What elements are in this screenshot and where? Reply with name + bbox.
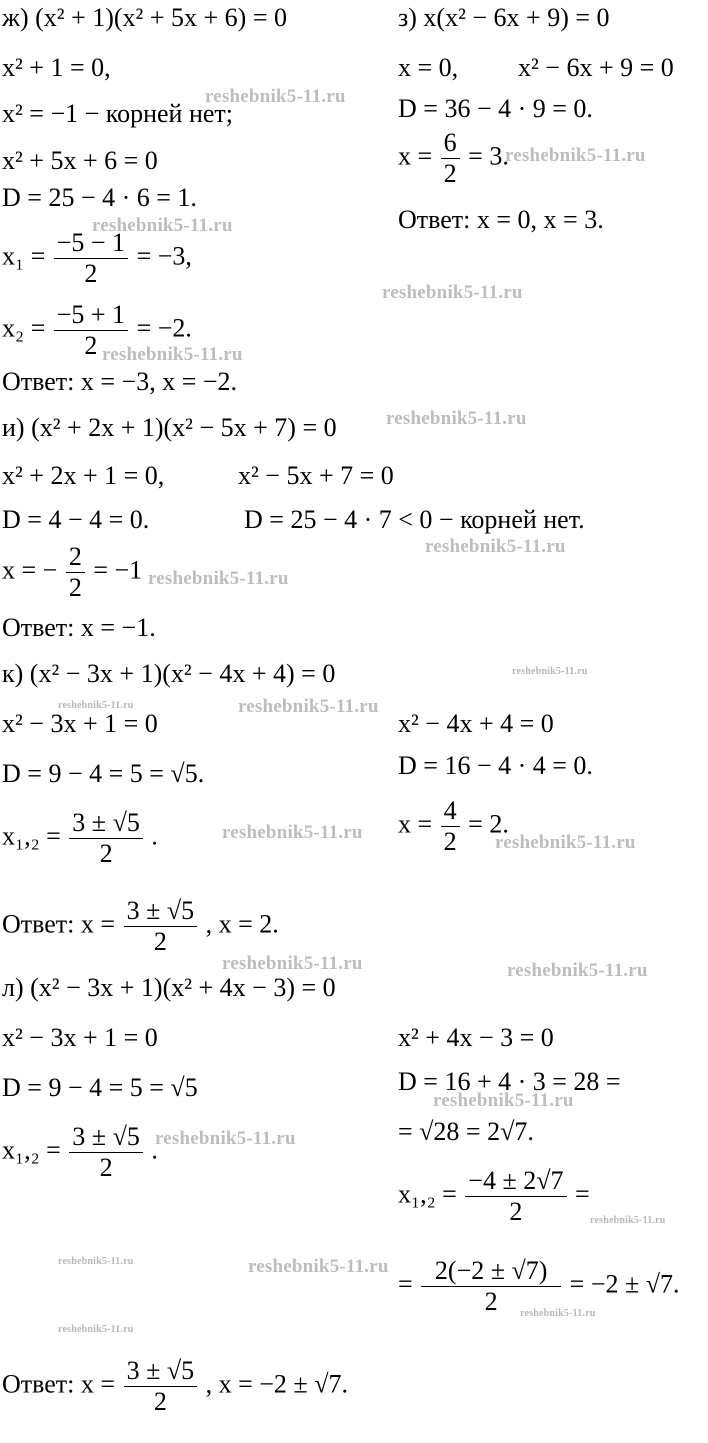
zh-x2-den: 2 — [54, 330, 128, 361]
zh-line-2: x² = −1 − корней нет; — [2, 99, 234, 128]
watermark: reshebnik5-11.ru — [205, 86, 346, 107]
k-answer-pre: Ответ: x = — [2, 909, 116, 939]
k-x12-lhs: x₁,₂ = — [2, 821, 61, 851]
watermark: reshebnik5-11.ru — [507, 960, 648, 981]
watermark: reshebnik5-11.ru — [58, 1324, 134, 1335]
i-x-lhs: x = − — [2, 555, 58, 585]
l-xr2-rhs: = −2 ± √7. — [569, 1269, 680, 1299]
z-x-den: 2 — [441, 158, 460, 189]
k-answer-fraction — [124, 896, 198, 957]
k-xb-rhs: = 2. — [468, 809, 509, 839]
zh-x1-den: 2 — [54, 258, 128, 289]
k-xb-den: 2 — [441, 826, 460, 857]
k-x12-num: 3 ± √5 — [72, 808, 140, 837]
i-line-1a: x² + 2x + 1 = 0, — [2, 461, 165, 490]
watermark: reshebnik5-11.ru — [148, 568, 289, 589]
watermark: reshebnik5-11.ru — [248, 1256, 389, 1277]
watermark: reshebnik5-11.ru — [58, 1256, 134, 1267]
watermark: reshebnik5-11.ru — [222, 953, 363, 974]
problem-l-equation: л) (x² − 3x + 1)(x² + 4x − 3) = 0 — [2, 973, 336, 1002]
k-answer — [2, 896, 279, 957]
l-x12-num: 3 ± √5 — [72, 1122, 140, 1151]
k-x12-fraction — [69, 808, 143, 869]
watermark: reshebnik5-11.ru — [155, 1128, 296, 1149]
i-x-rhs: = −1 — [93, 555, 143, 585]
l-answer-fraction — [124, 1356, 198, 1417]
k-xb-fraction — [441, 796, 460, 857]
watermark: reshebnik5-11.ru — [58, 700, 134, 711]
z-x-fraction — [441, 128, 460, 189]
i-x-fraction — [66, 542, 85, 603]
zh-line-1: x² + 1 = 0, — [2, 53, 111, 82]
zh-x2-num: −5 + 1 — [56, 300, 126, 329]
l-x12 — [2, 1122, 158, 1183]
k-x12-den: 2 — [69, 838, 143, 869]
l-x12-lhs: x₁,₂ = — [2, 1135, 61, 1165]
zh-x2-rhs: = −2. — [136, 313, 192, 343]
i-discriminant-a: D = 4 − 4 = 0. — [2, 505, 150, 534]
z-answer: Ответ: x = 0, x = 3. — [398, 205, 604, 234]
z-x-lhs: x = — [398, 141, 433, 171]
l-answer-den: 2 — [124, 1386, 198, 1417]
l-discriminant-b: D = 16 + 4 · 3 = 28 = — [398, 1067, 621, 1096]
l-xr-fraction — [465, 1166, 566, 1227]
k-line-1a: x² − 3x + 1 = 0 — [2, 709, 158, 738]
watermark: reshebnik5-11.ru — [386, 408, 527, 429]
problem-k-equation: к) (x² − 3x + 1)(x² − 4x + 4) = 0 — [2, 659, 336, 688]
watermark: reshebnik5-11.ru — [520, 1308, 596, 1319]
k-answer-den: 2 — [124, 926, 198, 957]
i-answer: Ответ: x = −1. — [2, 613, 156, 642]
watermark: reshebnik5-11.ru — [495, 832, 636, 853]
z-line-1a: x = 0, — [398, 53, 459, 82]
z-x-rhs: = 3. — [468, 141, 509, 171]
z-discriminant: D = 36 − 4 · 9 = 0. — [398, 94, 593, 123]
l-xr2-num: 2(−2 ± √7) — [434, 1256, 548, 1285]
k-discriminant-a: D = 9 − 4 = 5 = √5. — [2, 759, 205, 788]
l-xr-rhs: = — [575, 1179, 590, 1209]
zh-x2-lhs: x₂ = — [2, 313, 46, 343]
i-x-num: 2 — [68, 542, 82, 571]
l-sqrt-line: = √28 = 2√7. — [398, 1117, 534, 1146]
l-xr-den: 2 — [465, 1196, 566, 1227]
l-xr-lhs: x₁,₂ = — [398, 1179, 457, 1209]
l-xr2-lhs: = — [398, 1269, 413, 1299]
zh-x1-rhs: = −3, — [136, 241, 192, 271]
l-answer-num: 3 ± √5 — [126, 1356, 195, 1385]
k-xb-num: 4 — [443, 796, 457, 825]
l-x12-den: 2 — [69, 1152, 143, 1183]
k-line-1b: x² − 4x + 4 = 0 — [398, 709, 554, 738]
l-xr — [398, 1166, 590, 1227]
k-discriminant-b: D = 16 − 4 · 4 = 0. — [398, 751, 593, 780]
zh-x1-lhs: x₁ = — [2, 241, 46, 271]
l-xr-num: −4 ± 2√7 — [468, 1166, 564, 1195]
l-line-1b: x² + 4x − 3 = 0 — [398, 1023, 554, 1052]
k-xb — [398, 796, 509, 857]
zh-line-3: x² + 5x + 6 = 0 — [2, 146, 158, 175]
i-x — [2, 542, 142, 603]
watermark: reshebnik5-11.ru — [102, 344, 243, 365]
zh-x1-fraction — [54, 228, 128, 289]
k-xb-lhs: x = — [398, 809, 433, 839]
problem-i-equation: и) (x² + 2x + 1)(x² − 5x + 7) = 0 — [2, 413, 337, 442]
i-x-den: 2 — [66, 572, 85, 603]
l-answer — [2, 1356, 348, 1417]
zh-x1-num: −5 − 1 — [56, 228, 126, 257]
k-x12-rhs: . — [151, 821, 158, 851]
zh-answer: Ответ: x = −3, x = −2. — [2, 367, 238, 396]
z-x-num: 6 — [443, 128, 457, 157]
watermark: reshebnik5-11.ru — [222, 822, 363, 843]
watermark: reshebnik5-11.ru — [512, 666, 588, 677]
l-x12-fraction — [69, 1122, 143, 1183]
problem-zh-equation: ж) (x² + 1)(x² + 5x + 6) = 0 — [2, 3, 287, 32]
l-line-1a: x² − 3x + 1 = 0 — [2, 1023, 158, 1052]
i-discriminant-b: D = 25 − 4 · 7 < 0 − корней нет. — [244, 505, 585, 534]
zh-discriminant: D = 25 − 4 · 6 = 1. — [2, 183, 197, 212]
watermark: reshebnik5-11.ru — [238, 696, 379, 717]
watermark: reshebnik5-11.ru — [92, 215, 233, 236]
zh-x1 — [2, 228, 192, 289]
l-answer-post: , x = −2 ± √7. — [205, 1369, 348, 1399]
k-x12 — [2, 808, 158, 869]
i-line-1b: x² − 5x + 7 = 0 — [238, 461, 394, 490]
watermark: reshebnik5-11.ru — [433, 1090, 574, 1111]
watermark: reshebnik5-11.ru — [425, 536, 566, 557]
l-x12-rhs: . — [151, 1135, 158, 1165]
k-answer-post: , x = 2. — [205, 909, 279, 939]
l-answer-pre: Ответ: x = — [2, 1369, 116, 1399]
l-discriminant-a: D = 9 − 4 = 5 = √5 — [2, 1073, 198, 1102]
z-line-1b: x² − 6x + 9 = 0 — [518, 53, 674, 82]
k-answer-num: 3 ± √5 — [126, 896, 195, 925]
l-xr2-den: 2 — [421, 1286, 561, 1317]
watermark: reshebnik5-11.ru — [382, 282, 523, 303]
problem-z-equation: з) x(x² − 6x + 9) = 0 — [398, 3, 610, 32]
z-x — [398, 128, 509, 189]
watermark: reshebnik5-11.ru — [505, 145, 646, 166]
watermark: reshebnik5-11.ru — [590, 1215, 666, 1226]
